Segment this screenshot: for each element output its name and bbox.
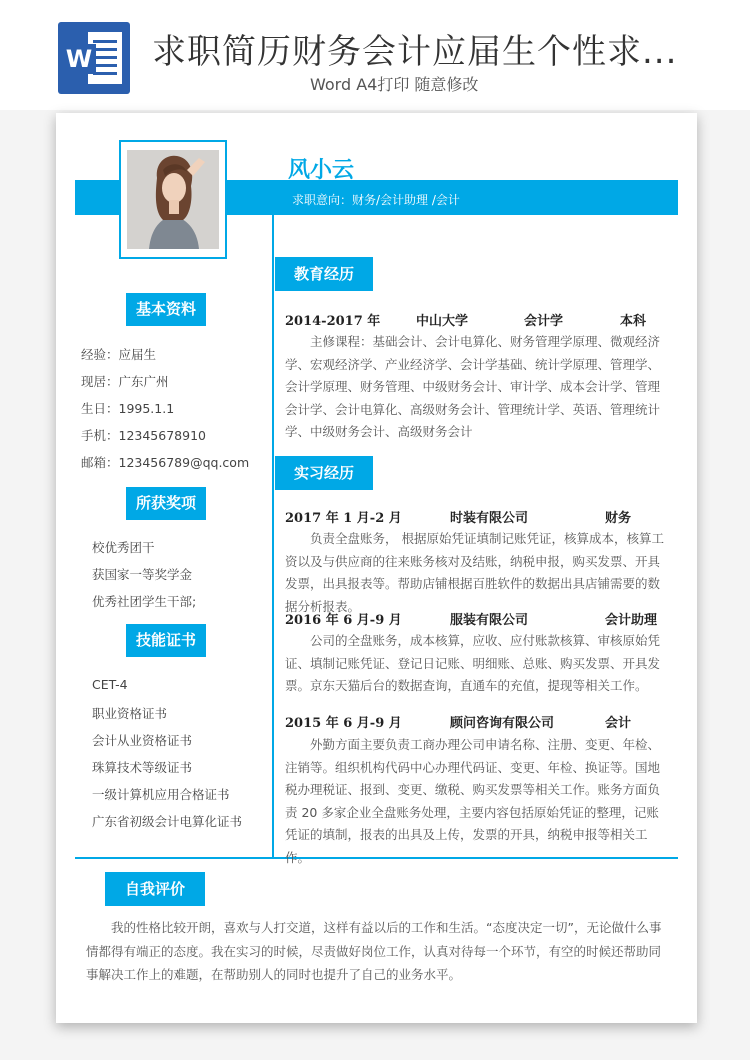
job-intent: 求职意向：财务/会计助理 /会计 bbox=[292, 193, 460, 207]
job-period: 2015 年 6 月-9 月 bbox=[285, 716, 402, 731]
basic-residence: 现居：广东广州 bbox=[81, 374, 169, 389]
document-title: 求职简历财务会计应届生个性求... bbox=[152, 32, 678, 72]
basic-phone: 手机：12345678910 bbox=[81, 428, 206, 443]
document-subtitle: Word A4打印 随意修改 bbox=[310, 75, 479, 94]
job-period: 2016 年 6 月-9 月 bbox=[285, 613, 402, 628]
resume-page bbox=[56, 113, 697, 1023]
skill-item: 会计从业资格证书 bbox=[92, 733, 193, 748]
education-degree: 本科 bbox=[620, 314, 647, 329]
candidate-name: 风小云 bbox=[288, 158, 355, 183]
photo-frame bbox=[119, 140, 227, 259]
skills-heading: 技能证书 bbox=[126, 624, 206, 657]
job-company: 服装有限公司 bbox=[450, 613, 529, 628]
skill-item: 职业资格证书 bbox=[92, 706, 168, 721]
job-company: 顾问咨询有限公司 bbox=[450, 716, 555, 731]
education-heading: 教育经历 bbox=[275, 257, 373, 291]
profile-photo bbox=[127, 150, 219, 249]
education-row bbox=[285, 310, 667, 328]
award-item: 获国家一等奖学金 bbox=[92, 567, 193, 582]
job-period: 2017 年 1 月-2 月 bbox=[285, 511, 402, 526]
education-courses: 主修课程：基础会计、会计电算化、财务管理学原理、微观经济学、宏观经济学、产业经济学、会计学基础、统计学原理、管理学、会计学原理、财务管理、中级财务会计、审计学、成本会计学、管理会计学、会计电算化、高级财务会计、管理统计学、英语、管理统计学、中级财务会计、高级财务会计 bbox=[285, 334, 661, 439]
education-major: 会计学 bbox=[524, 314, 564, 329]
job-role: 会计助理 bbox=[605, 613, 658, 628]
word-letter: W bbox=[62, 44, 96, 74]
job-row bbox=[285, 712, 667, 730]
awards-heading: 所获奖项 bbox=[126, 487, 206, 520]
self-evaluation-text: 我的性格比较开朗，喜欢与人打交道，这样有益以后的工作和生活。“态度决定一切”，无论做什么事情都得有端正的态度。我在实习的时候，尽责做好岗位工作，认真对待每一个环节，有空的时候还帮助同事解决工作上的难题，在帮助别人的同时也提升了自己的业务水平。 bbox=[86, 920, 662, 982]
basic-info-heading: 基本资料 bbox=[126, 293, 206, 326]
page-header bbox=[0, 0, 750, 110]
job-role: 财务 bbox=[605, 511, 632, 526]
job-description: 负责全盘账务， 根据原始凭证填制记账凭证，核算成本，核算工资以及与供应商的往来账务核对及结账，纳税申报，购买发票、开具发票，出具报表等。帮助店铺根据百胜软件的数据出具店铺需要的数据分析报表。 bbox=[285, 531, 664, 614]
basic-birthday: 生日：1995.1.1 bbox=[81, 401, 175, 416]
job-description: 外勤方面主要负责工商办理公司申请名称、注册、变更、年检、注销等。组织机构代码中心办理代码证、变更、年检、换证等。国地税办理税证、报到、变更、缴税、购买发票等相关工作。账务方面负责 20 多家企业全盘账务处理，主要内容包括原始凭证的整理，记账凭证的填制，报表的出具及上传，发票的开具，纳税申报等相关工作。 bbox=[285, 737, 661, 865]
basic-experience: 经验：应届生 bbox=[81, 347, 157, 362]
award-item: 校优秀团干 bbox=[92, 540, 155, 555]
skill-item: 珠算技术等级证书 bbox=[92, 760, 193, 775]
word-document-icon bbox=[58, 22, 130, 94]
vertical-divider bbox=[272, 215, 274, 859]
skill-item: 广东省初级会计电算化证书 bbox=[92, 814, 243, 829]
job-role: 会计 bbox=[605, 716, 632, 731]
education-school: 中山大学 bbox=[416, 314, 469, 329]
basic-email: 邮箱：123456789@qq.com bbox=[81, 455, 250, 470]
job-description: 公司的全盘账务，成本核算，应收、应付账款核算、审核原始凭证、填制记账凭证、登记日记账、明细账、总账、购买发票、开具发票。京东天猫后台的数据查询，直通车的充值，提现等相关工作。 bbox=[285, 633, 661, 693]
job-row bbox=[285, 609, 667, 627]
skill-item: 一级计算机应用合格证书 bbox=[92, 787, 230, 802]
education-period: 2014-2017 年 bbox=[285, 314, 381, 329]
internship-heading: 实习经历 bbox=[275, 456, 373, 490]
job-row bbox=[285, 507, 667, 525]
job-company: 时装有限公司 bbox=[450, 511, 529, 526]
skill-item: CET-4 bbox=[92, 677, 128, 692]
self-evaluation-heading: 自我评价 bbox=[105, 872, 205, 906]
award-item: 优秀社团学生干部; bbox=[92, 594, 197, 609]
